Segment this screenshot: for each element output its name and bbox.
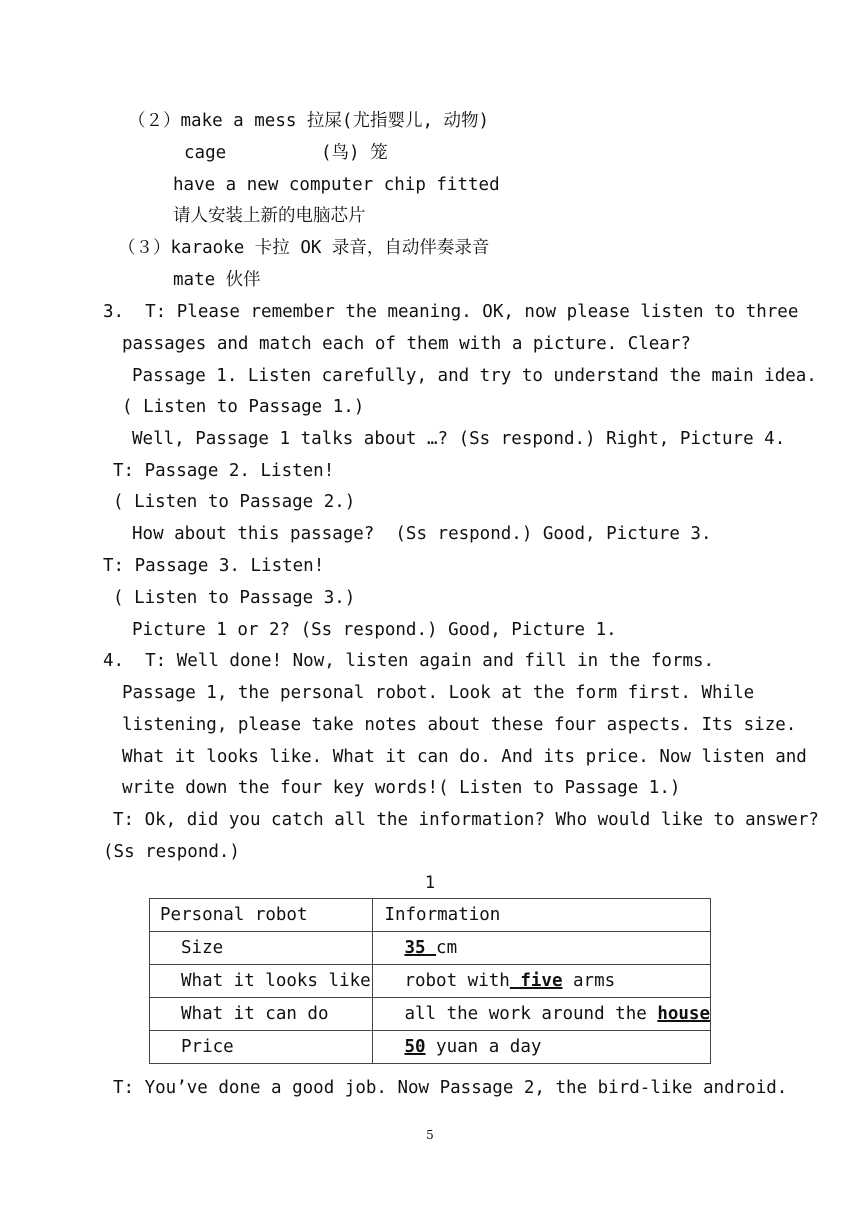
paragraph-line: How about this passage? (Ss respond.) Good, Picture 3. — [132, 524, 712, 544]
step-3-heading: 3. T: Please remember the meaning. OK, now please listen to three — [103, 302, 799, 322]
paragraph-line: ( Listen to Passage 3.) — [113, 588, 356, 608]
personal-robot-table — [149, 898, 711, 1064]
table-header-cell — [373, 899, 711, 932]
row-label-looks: What it looks like — [181, 971, 371, 991]
paragraph-line: write down the four key words!( Listen to Passage 1.) — [122, 778, 681, 798]
vocab-computer-chip: have a new computer chip fitted — [173, 175, 500, 195]
paragraph-line: passages and match each of them with a picture. Clear? — [122, 334, 691, 354]
table-row — [150, 1031, 711, 1064]
answer-text: 50 — [404, 1037, 426, 1057]
paragraph-line: What it looks like. What it can do. And its price. Now listen and — [122, 747, 807, 767]
paragraph-line: T: You’ve done a good job. Now Passage 2, the bird-like android. — [113, 1078, 788, 1098]
paragraph-line: listening, please take notes about these four aspects. Its size. — [122, 715, 797, 735]
table-cell — [373, 998, 711, 1031]
vocab-computer-chip-translation: 请人安装上新的电脑芯片 — [173, 206, 366, 226]
table-cell — [373, 932, 711, 965]
value-text: all the work around the — [404, 1004, 658, 1024]
row-value-price — [373, 1037, 541, 1057]
answer-text: 35 — [404, 938, 437, 958]
vocab-make-a-mess: （２）make a mess 拉屎(尤指婴儿, 动物) — [128, 111, 490, 131]
table-cell — [150, 932, 373, 965]
header-personal-robot: Personal robot — [160, 905, 308, 925]
value-text: robot with — [404, 971, 510, 991]
row-value-can-do — [373, 1004, 710, 1024]
table-row — [150, 932, 711, 965]
paragraph-line: Passage 1, the personal robot. Look at the form first. While — [122, 683, 755, 703]
value-text: cm — [436, 938, 458, 958]
row-label-size: Size — [181, 938, 224, 958]
table-cell — [150, 998, 373, 1031]
vocab-cage: cage (鸟) 笼 — [184, 143, 388, 163]
header-information: Information — [384, 905, 501, 925]
row-value-size — [373, 938, 457, 958]
table-cell — [150, 965, 373, 998]
value-text: arms — [562, 971, 616, 991]
paragraph-line: (Ss respond.) — [103, 842, 240, 862]
row-label-can-do: What it can do — [181, 1004, 329, 1024]
answer-text: house — [657, 1004, 710, 1024]
paragraph-line: T: Passage 3. Listen! — [103, 556, 325, 576]
paragraph-line: ( Listen to Passage 1.) — [122, 397, 365, 417]
step-4-heading: 4. T: Well done! Now, listen again and fill in the forms. — [103, 651, 715, 671]
row-value-looks — [373, 971, 615, 991]
paragraph-line: Well, Passage 1 talks about …? (Ss respond.) Right, Picture 4. — [132, 429, 786, 449]
paragraph-line: T: Ok, did you catch all the information? Who would like to answer? — [113, 810, 819, 830]
table-header-row — [150, 899, 711, 932]
table-row — [150, 998, 711, 1031]
vocab-mate: mate 伙伴 — [173, 270, 261, 290]
table-cell — [373, 965, 711, 998]
table-cell — [150, 1031, 373, 1064]
paragraph-line: Picture 1 or 2? (Ss respond.) Good, Picture 1. — [132, 620, 617, 640]
page-number: 5 — [426, 1128, 434, 1142]
table-number: 1 — [424, 873, 436, 893]
table-cell — [373, 1031, 711, 1064]
table-row — [150, 965, 711, 998]
vocab-karaoke: （３）karaoke 卡拉 OK 录音，自动伴奏录音 — [118, 238, 490, 258]
table-header-cell — [150, 899, 373, 932]
row-label-price: Price — [181, 1037, 234, 1057]
value-text: yuan a day — [425, 1037, 542, 1057]
paragraph-line: Passage 1. Listen carefully, and try to understand the main idea. — [132, 366, 817, 386]
paragraph-line: ( Listen to Passage 2.) — [113, 492, 356, 512]
paragraph-line: T: Passage 2. Listen! — [113, 461, 335, 481]
answer-text: five — [509, 971, 563, 991]
